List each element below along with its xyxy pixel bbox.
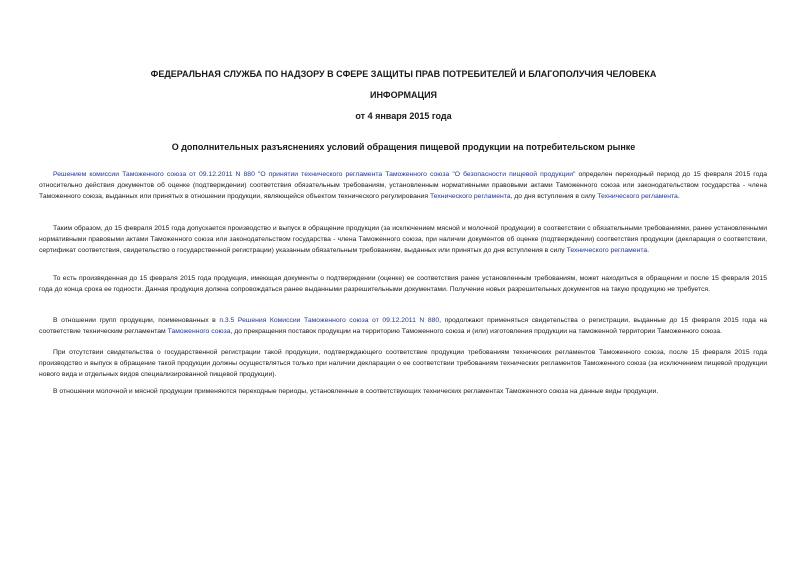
paragraph-text: , продолжают применяться свидетельства о регистрации, выданные до 15 февраля 2015 года на соответствие техническим регламентам — [39, 317, 767, 335]
paragraph-6 — [39, 386, 767, 397]
document-type: ИНФОРМАЦИЯ — [369, 90, 438, 100]
technical-regulation-link[interactable]: Технического регламента — [429, 193, 511, 200]
paragraph-5 — [39, 347, 767, 380]
paragraph-text: В отношении молочной и мясной продукции применяются переходные периоды, установленные в соответствующих технических регламентах Таможенного союза на данные виды продукции. — [53, 388, 659, 395]
clause-3-5-link[interactable]: п.3.5 Решения Комиссии Таможенного союза от 09.12.2011 N 880 — [219, 317, 440, 324]
paragraph-text: В отношении групп продукции, поименованных в — [53, 317, 220, 324]
paragraph-3 — [39, 273, 767, 295]
technical-regulation-link[interactable]: Технического регламента — [597, 193, 678, 200]
paragraph-1 — [39, 169, 767, 202]
decision-880-link[interactable]: Решением комиссии Таможенного союза от 09.12.2011 N 880 "О принятии технического регламента Таможенного союза "О безопасности пищевой продукции" — [53, 171, 576, 178]
document-subject: О дополнительных разъяснениях условий обращения пищевой продукции на потребительском рынке — [171, 142, 636, 152]
paragraph-text: определен переходный период до 15 февраля 2015 года относительно действия документов об оценке (подтверждении) соответствия обязательным требованиям, установленным нормативными правовыми актами Таможенного союза или законодательством государства - члена Таможенного союза, выданных или принятых в отношении продукции, являющейся объектом технического регулирования — [39, 171, 767, 200]
paragraph-text: , до дня вступления в силу — [510, 193, 598, 200]
paragraph-text: То есть произведенная до 15 февраля 2015 года продукция, имеющая документы о подтверждении (оценке) ее соответствия ранее установленным требованиям, может находиться в обращении и после 15 февраля 2015 года до конца срока ее годности. Данная продукция должна сопровождаться ранее выданными разрешительными документами. Получение новых разрешительных документов на такую продукцию не требуется. — [39, 275, 767, 293]
paragraph-text: . — [677, 193, 680, 200]
paragraph-2 — [39, 223, 767, 256]
paragraph-4 — [39, 315, 767, 337]
document-date: от 4 января 2015 года — [355, 111, 452, 121]
customs-union-link[interactable]: Таможенного союза — [167, 328, 231, 335]
technical-regulation-link[interactable]: Технического регламента — [566, 247, 648, 254]
paragraph-text: , до прекращения поставок продукции на территорию Таможенного союза и (или) изготовления продукции на таможенной территории Таможенного союза. — [230, 328, 722, 335]
paragraph-text: . — [647, 247, 650, 254]
paragraph-text: При отсутствии свидетельства о государственной регистрации такой продукции, подтверждающего соответствие продукции требованиям технических регламентов Таможенного союза, после 15 февраля 2015 года производство и выпуск в обращение такой продукции должны осуществляться только при наличии декларации о ее соответствии требованиям технических регламентов Таможенного союза (за исключением пищевой продукции нового вида и отдельных видов специализированной пищевой продукции). — [39, 349, 767, 378]
agency-title: ФЕДЕРАЛЬНАЯ СЛУЖБА ПО НАДЗОРУ В СФЕРЕ ЗАЩИТЫ ПРАВ ПОТРЕБИТЕЛЕЙ И БЛАГОПОЛУЧИЯ ЧЕЛОВЕКА — [150, 69, 657, 79]
paragraph-text: Таким образом, до 15 февраля 2015 года допускается производство и выпуск в обращение продукции (за исключением мясной и молочной продукции) в соответствии с обязательными требованиями, ранее установленными нормативными правовыми актами Таможенного союза или законодательством государства - члена Таможенного союза, при наличии документов об оценке (подтверждении) соответствия продукции (декларация о соответствии, сертификат соответствия, свидетельство о государственной регистрации) указанным обязательным требованиям, выданных или принятых до дня вступления в силу — [39, 225, 767, 254]
